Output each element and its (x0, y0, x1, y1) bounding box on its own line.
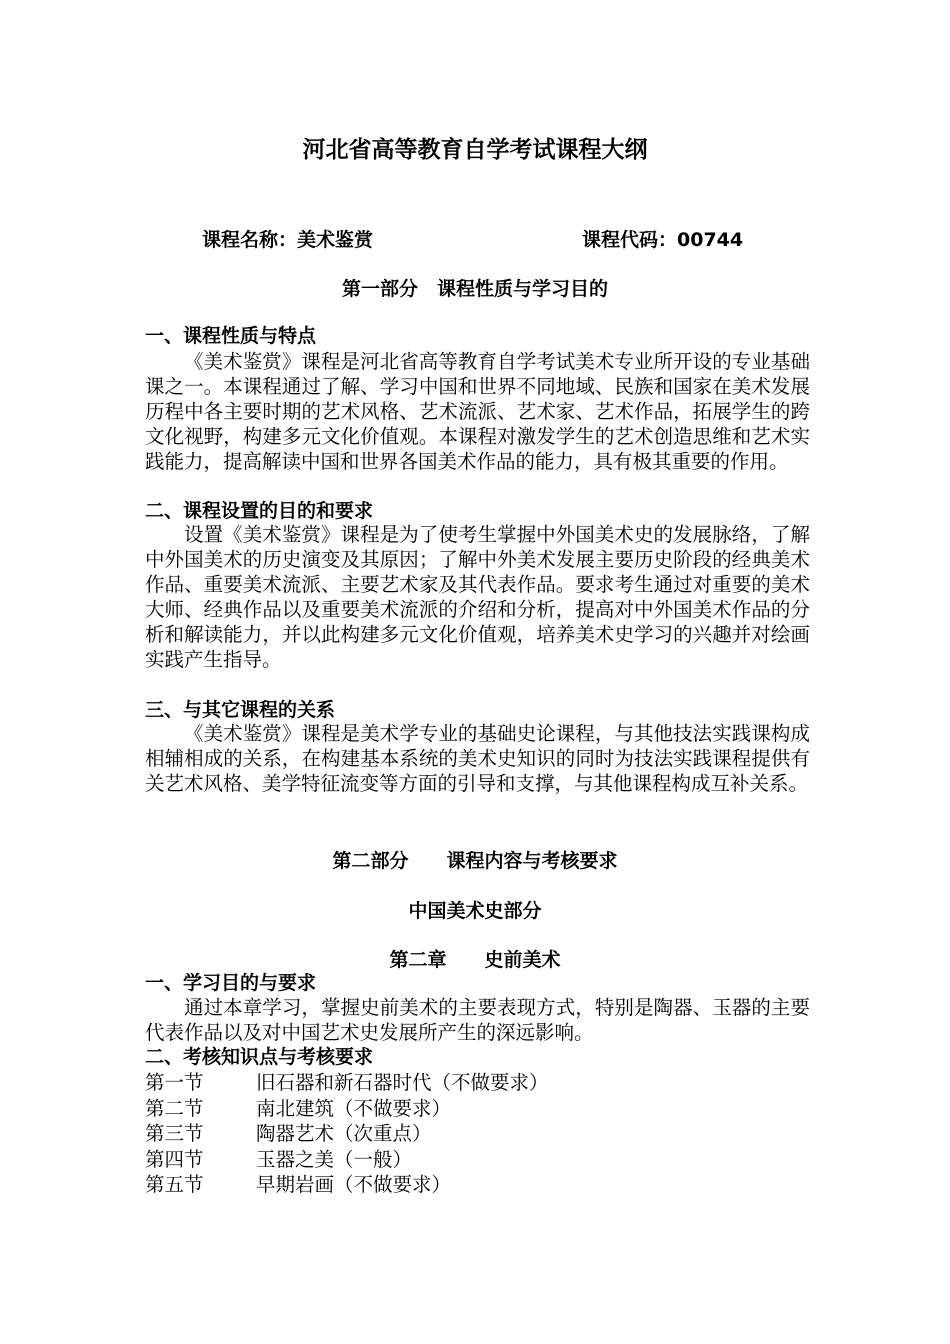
list-item (145, 1121, 549, 1147)
section-1-paragraph: 《美术鉴赏》课程是河北省高等教育自学考试美术专业所开设的专业基础课之一。本课程通过了解、学习中国和世界不同地域、民族和国家在美术发展历程中各主要时期的艺术风格、艺术流派、艺术家、艺术作品，拓展学生的跨文化视野，构建多元文化价值观。本课程对激发学生的艺术创造思维和艺术实践能力，提高解读中国和世界各国美术作品的能力，具有极其重要的作用。 (145, 350, 810, 473)
list-item (145, 1172, 549, 1198)
section-number: 第四节 (145, 1147, 204, 1171)
section-2-paragraph: 设置《美术鉴赏》课程是为了使考生掌握中外国美术史的发展脉络，了解中外国美术的历史演变及其原因；了解中外美术发展主要历史阶段的经典美术作品、重要美术流派、主要艺术家及其代表作品。要求考生通过对重要的美术大师、经典作品以及重要美术流派的介绍和分析，提高对中外国美术作品的分析和解读能力，并以此构建多元文化价值观，培养美术史学习的兴趣并对绘画实践产生指导。 (145, 523, 810, 671)
chapter-section-1-heading: 一、学习目的与要求 (145, 972, 317, 994)
list-item (145, 1147, 549, 1173)
document-title: 河北省高等教育自学考试课程大纲 (302, 137, 648, 163)
section-number: 第二节 (145, 1096, 204, 1120)
section-3-paragraph: 《美术鉴赏》课程是美术学专业的基础史论课程，与其他技法实践课构成相辅相成的关系，在构建基本系统的美术史知识的同时为技法实践课程提供有关艺术风格、美学特征流变等方面的引导和支撑，与其他课程构成互补关系。 (145, 722, 810, 795)
section-title: 陶器艺术（次重点） (256, 1122, 432, 1145)
section-list (145, 1070, 549, 1198)
chapter-heading: 第二章 史前美术 (389, 949, 561, 971)
section-1-heading: 一、课程性质与特点 (145, 325, 317, 347)
section-number: 第一节 (145, 1071, 204, 1094)
chapter-section-2-heading: 二、考核知识点与考核要求 (145, 1046, 374, 1068)
section-title: 南北建筑（不做要求） (256, 1096, 452, 1120)
part-two-heading: 第二部分 课程内容与考核要求 (332, 850, 618, 872)
list-item (145, 1070, 549, 1096)
section-number: 第三节 (145, 1122, 204, 1145)
section-title: 玉器之美（一般） (256, 1147, 413, 1171)
list-item (145, 1096, 549, 1122)
course-code: 课程代码：00744 (582, 229, 744, 251)
section-title: 旧石器和新石器时代（不做要求） (256, 1071, 549, 1094)
course-name: 课程名称：美术鉴赏 (202, 229, 374, 251)
chapter-section-1-paragraph: 通过本章学习，掌握史前美术的主要表现方式，特别是陶器、玉器的主要代表作品以及对中国艺术史发展所产生的深远影响。 (145, 996, 810, 1044)
section-2-heading: 二、课程设置的目的和要求 (145, 500, 374, 522)
chinese-art-history-heading: 中国美术史部分 (408, 900, 542, 922)
section-title: 早期岩画（不做要求） (256, 1173, 452, 1196)
part-one-heading: 第一部分 课程性质与学习目的 (341, 278, 608, 300)
section-3-heading: 三、与其它课程的关系 (145, 699, 336, 721)
section-number: 第五节 (145, 1173, 204, 1196)
